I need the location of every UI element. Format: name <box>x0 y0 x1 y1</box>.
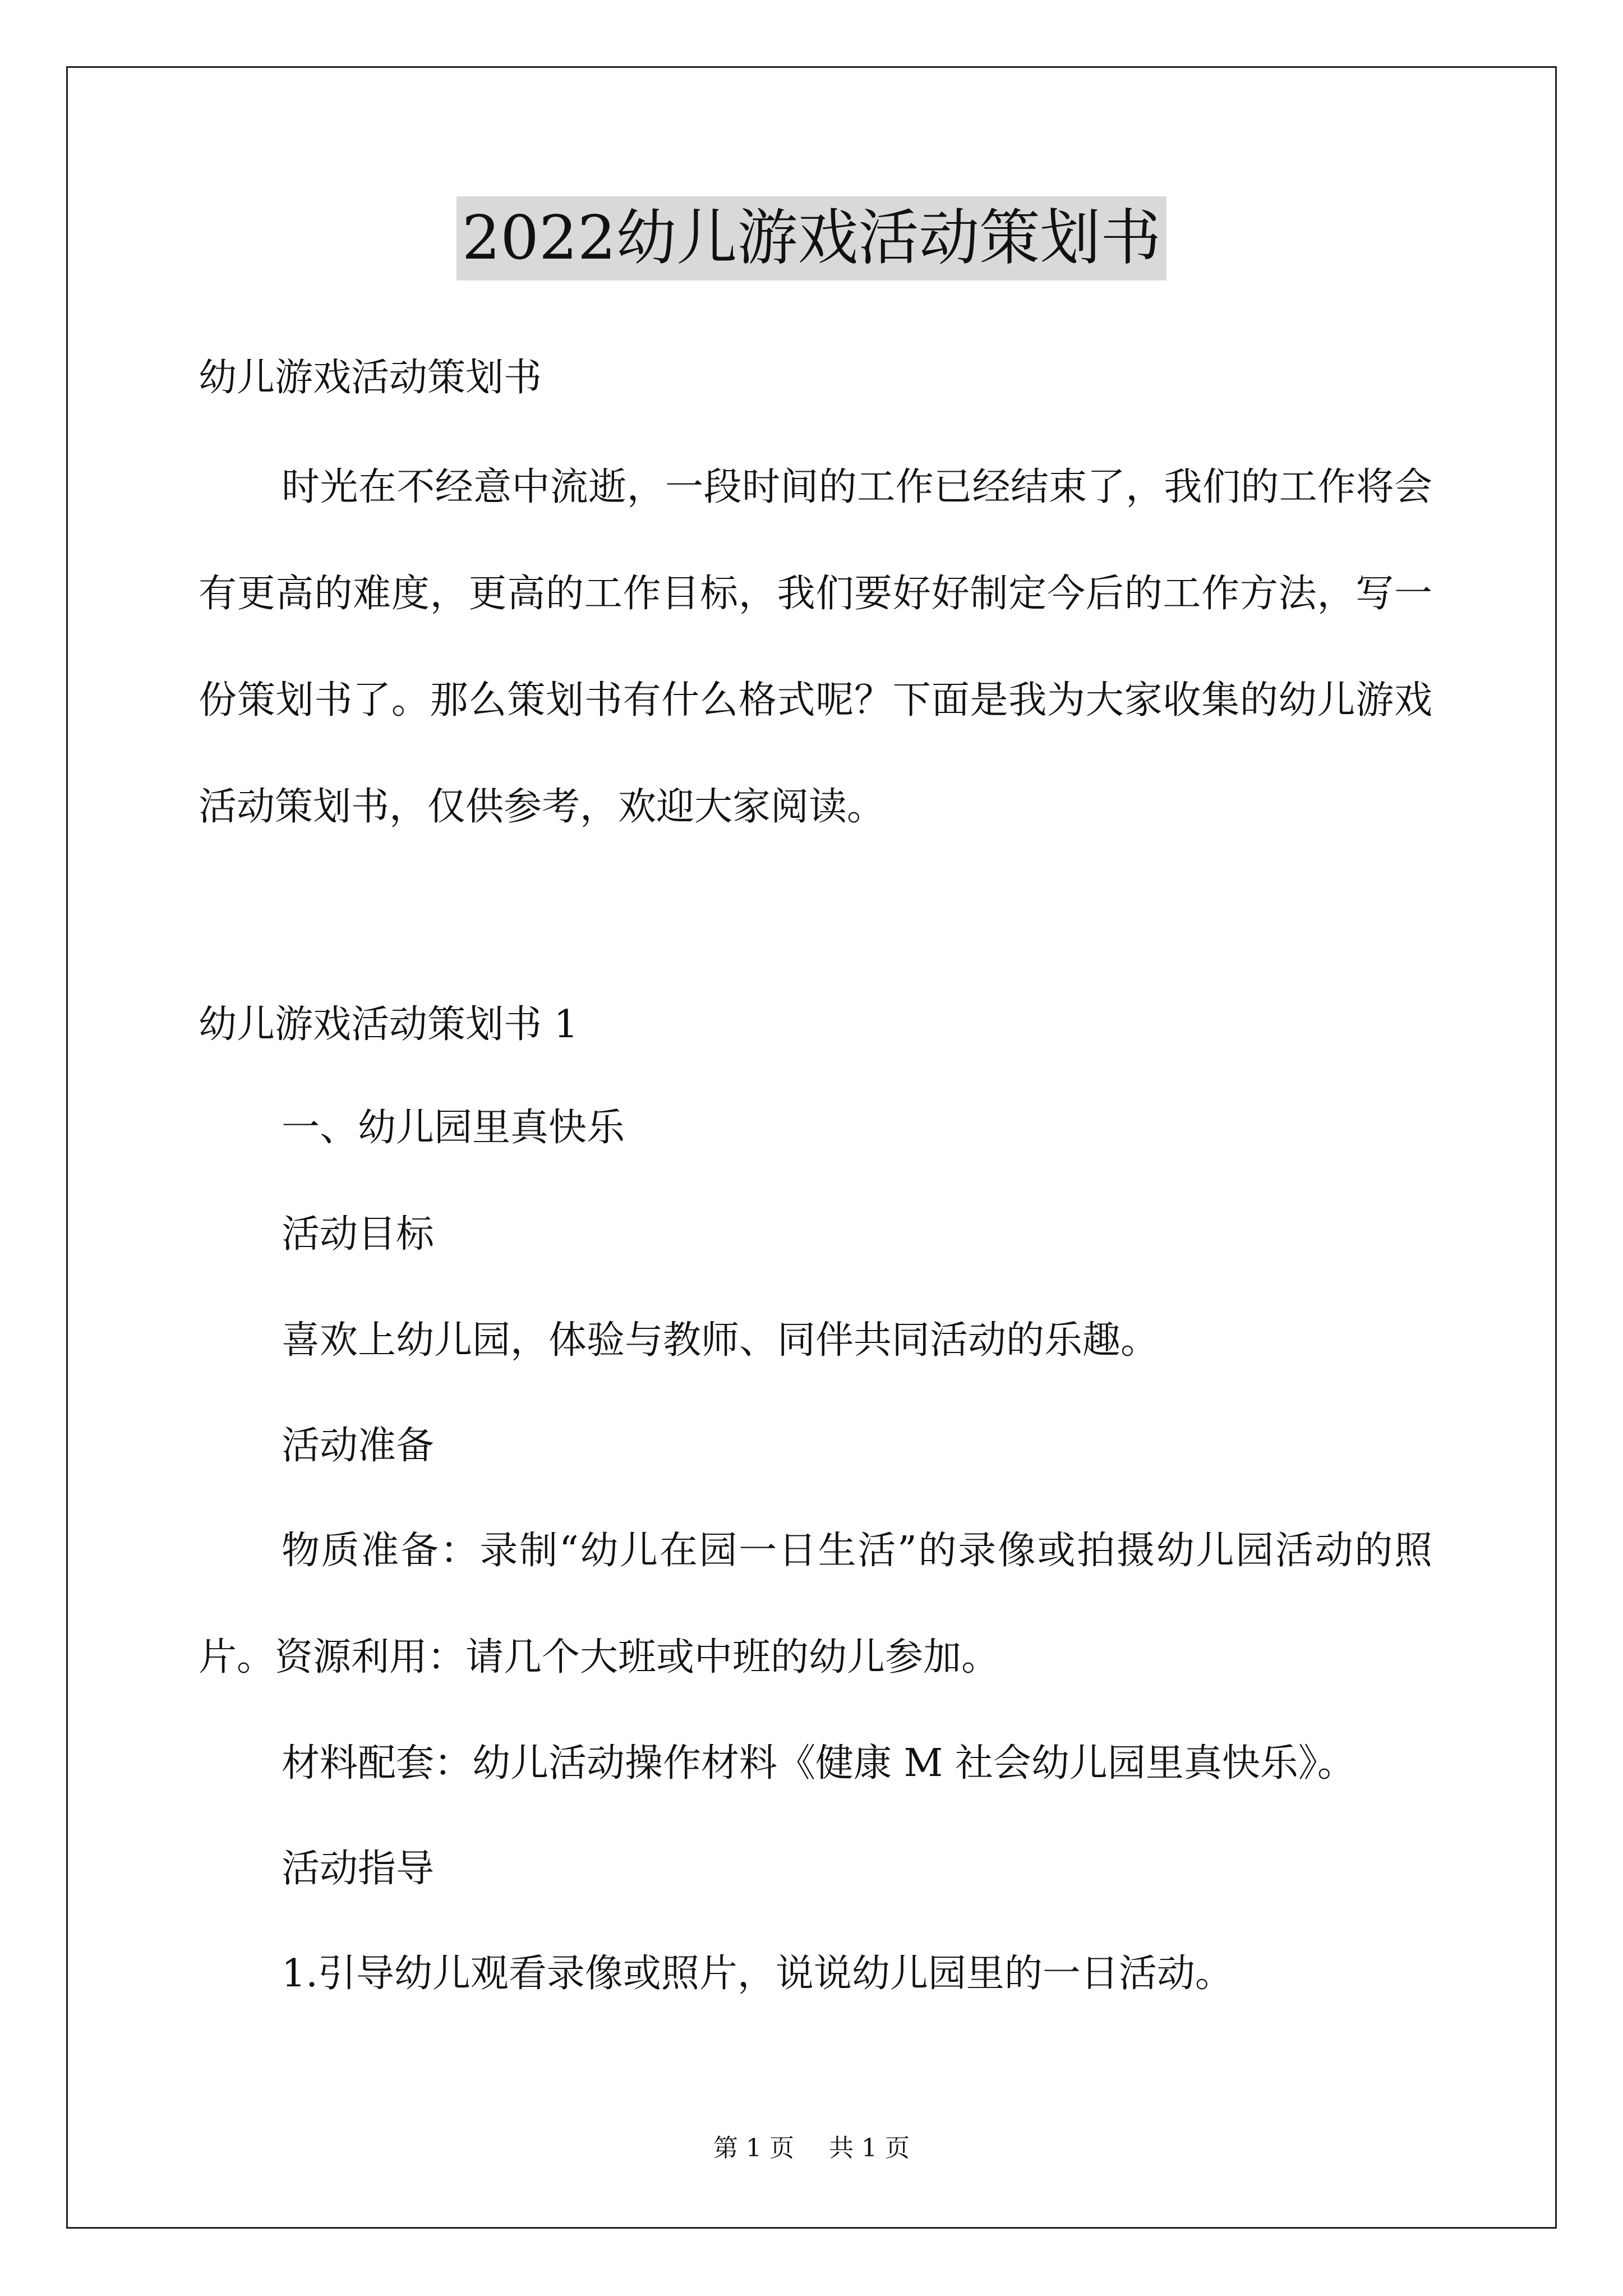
document-title: 2022幼儿游戏活动策划书 <box>457 196 1167 280</box>
heading-activity-goal: 活动目标 <box>282 1212 435 1257</box>
document-subtitle: 幼儿游戏活动策划书 <box>199 356 542 400</box>
page-footer <box>0 2132 1623 2165</box>
activity-goal-text: 喜欢上幼儿园，体验与教师、同伴共同活动的乐趣。 <box>282 1318 1159 1363</box>
heading-kindergarten-happy: 一、幼儿园里真快乐 <box>282 1106 625 1150</box>
page-total: 共 1 页 <box>829 2134 910 2162</box>
material-prep-paragraph: 物质准备：录制“幼儿在园一日生活”的录像或拍摄幼儿园活动的照片。资源利用：请几个大班或中班的幼儿参加。 <box>199 1529 1432 1680</box>
title-container <box>0 196 1623 280</box>
guide-step-1: 1.引导幼儿观看录像或照片，说说幼儿园里的一日活动。 <box>282 1952 1233 1996</box>
materials-text: 材料配套：幼儿活动操作材料《健康 M 社会幼儿园里真快乐》。 <box>282 1741 1355 1786</box>
section-heading: 幼儿游戏活动策划书 1 <box>199 1002 578 1047</box>
intro-paragraph: 时光在不经意中流逝，一段时间的工作已经结束了，我们的工作将会有更高的难度，更高的工作目标，我们要好好制定今后的工作方法，写一份策划书了。那么策划书有什么格式呢？下面是我为大家收集的幼儿游戏活动策划书，仅供参考，欢迎大家阅读。 <box>199 465 1432 829</box>
heading-activity-guide: 活动指导 <box>282 1847 435 1891</box>
page-number: 第 1 页 <box>713 2134 794 2162</box>
heading-activity-prep: 活动准备 <box>282 1424 435 1468</box>
